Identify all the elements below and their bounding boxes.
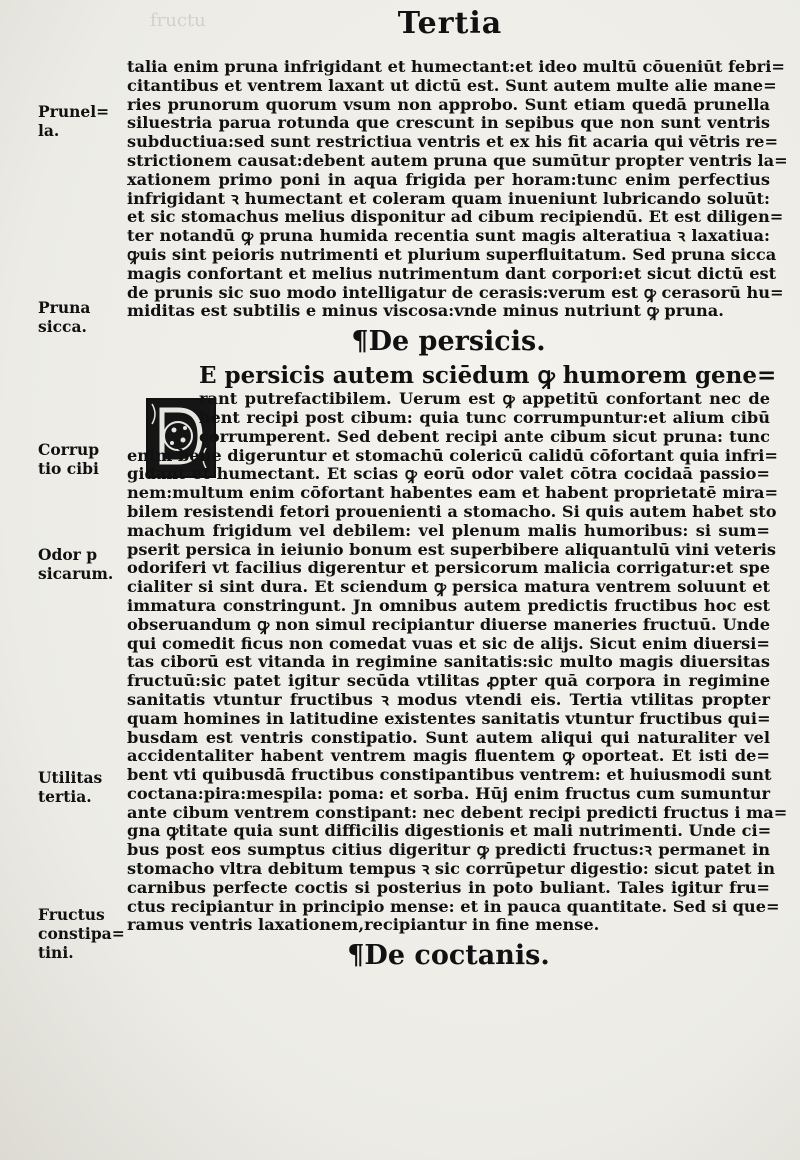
text-line: quam homines in latitudine existentes sanitatis vtuntur fructibus qui= — [127, 708, 771, 728]
text-line: et sic stomachus melius disponitur ad cibum recipiendū. Et est diligen= — [127, 207, 784, 227]
text-line: bent vti quibusdā fructibus constipantibus ventrem: et huiusmodi sunt — [127, 765, 772, 785]
text-line: ctus recipiantur in principio mense: et in pauca quantitate. Sed si que= — [127, 896, 780, 916]
text-line: qui comedit ficus non comedat vuas et sic de alijs. Sicut enim diuersi= — [127, 633, 770, 653]
text-line: fructuū:sic patet igitur secūda vtilitas ꝓpter quā corpora in regimine — [127, 671, 770, 691]
text-line: siluestria parua rotunda que crescunt in sepibus que non sunt ventris — [127, 113, 770, 133]
text-line: de prunis sic suo modo intelligatur de cerasis:verum est ꝙ cerasorū hu= — [127, 282, 784, 302]
text-line: obseruandum ꝙ non simul recipiantur diuerse maneries fructuū. Unde — [127, 614, 770, 634]
text-line: busdam est ventris constipatio. Sunt autem aliqui qui naturaliter vel — [127, 727, 770, 747]
text-line: corrumperent. Sed debent recipi ante cibum sicut pruna: tunc — [199, 426, 770, 446]
text-line: magis confortant et melius nutrimentum dant corpori:et sicut dictū est — [127, 263, 777, 283]
text-line: bus post eos sumptus citius digeritur ꝙ predicti fructus:ꝛ permanet in — [127, 840, 770, 860]
text-line: machum frigidum vel debilem: vel plenum malis humoribus: si sum= — [127, 520, 770, 540]
text-line: stomacho vltra debitum tempus ꝛ sic corrūpetur digestio: sicut patet in — [127, 859, 776, 879]
text-line: gidant et humectant. Et scias ꝙ eorū odor valet cōtra cocidaā passio= — [127, 464, 770, 484]
text-line: rant putrefactibilem. Uerum est ꝙ appetitū confortant nec de — [199, 389, 770, 409]
running-head: Tertia — [397, 6, 503, 41]
text-line: tas ciborū est vitanda in regimine sanitatis:sic multo magis diuersitas — [127, 652, 770, 672]
text-line: ꝙuis sint peioris nutrimenti et plurium superfluitatum. Sed pruna sicca — [127, 244, 777, 264]
text-line: ramus ventris laxationem,recipiantur in fine mense. — [127, 915, 600, 935]
text-line: carnibus perfecte coctis si posterius in poto buliant. Tales igitur fru= — [127, 877, 770, 897]
margin-note-pruna-sicca: Pruna sicca. — [38, 298, 91, 336]
heading-de-persicis: ¶De persicis. — [351, 326, 546, 358]
show-through-text: fructu — [150, 10, 206, 31]
text-line: gna ꝙtitate quia sunt difficilis digestionis et mali nutrimenti. Unde ci= — [127, 821, 772, 841]
text-line: sanitatis vtuntur fructibus ꝛ modus vtendi eis. Tertia vtilitas propter — [127, 689, 770, 709]
text-line: xationem primo poni in aqua frigida per horam:tunc enim perfectius — [127, 169, 770, 189]
section-pruna — [127, 57, 788, 321]
text-line: accidentaliter habent ventrem magis fluentem ꝙ oporteat. Et isti de= — [127, 746, 770, 766]
text-line: miditas est subtilis e minus viscosa:vnde minus nutriunt ꝙ pruna. — [127, 301, 724, 321]
body-text — [127, 57, 788, 976]
text-line: strictionem causat:debent autem pruna que sumūtur propter ventris la= — [127, 150, 788, 170]
opening-line: E persicis autem sciēdum ꝙ humorem gene= — [199, 362, 777, 390]
text-line: bilem resistendi fetori prouenienti a stomacho. Si quis autem habet sto — [127, 501, 777, 521]
text-line: nem:multum enim cōfortant habentes eam et habent proprietatē mira= — [127, 483, 779, 503]
text-line: infrigidant ꝛ humectant et coleram quam inueniunt lubricando soluūt: — [127, 188, 770, 208]
text-line: enim bene digeruntur et stomachū colericū calidū cōfortant quia infri= — [127, 445, 778, 465]
text-line: bent recipi post cibum: quia tunc corrumpuntur:et alium cibū — [199, 407, 770, 427]
margin-note-fructus-constipatini: Fructus constipa= tini. — [38, 905, 125, 962]
text-line: cialiter si sint dura. Et sciendum ꝙ persica matura ventrem soluunt et — [127, 577, 770, 597]
margin-note-corruptio-cibi: Corrup tio cibi — [38, 440, 100, 478]
text-line: ante cibum ventrem constipant: nec debent recipi predicti fructus i ma= — [127, 802, 788, 822]
text-line: subductiua:sed sunt restrictiua ventris et ex his fit acaria qui vētris re= — [127, 132, 779, 152]
text-line: odoriferi vt facilius digerentur et persicorum malicia corrigatur:et spe — [127, 558, 770, 578]
text-line: citantibus et ventrem laxant ut dictū est. Sunt autem multe alie mane= — [127, 75, 777, 95]
text-line: talia enim pruna infrigidant et humectant:et ideo multū cōueniūt febri= — [127, 57, 785, 76]
margin-note-prunella: Prunel= la. — [38, 102, 110, 140]
text-line: pserit persica in ieiunio bonum est superbibere aliquantulū vini veteris — [127, 539, 777, 559]
section-persica — [127, 362, 788, 935]
margin-note-odor-persicarum: Odor p sicarum. — [38, 545, 114, 583]
text-line: ries prunorum quorum vsum non approbo. Sunt etiam quedā prunella — [127, 94, 770, 114]
text-line: immatura constringunt. Jn omnibus autem predictis fructibus hoc est — [127, 595, 770, 615]
text-line: coctana:pira:mespila: poma: et sorba. Hūj enim fructus cum sumuntur — [127, 783, 770, 803]
text-line: ter notandū ꝙ pruna humida recentia sunt magis alteratiua ꝛ laxatiua: — [127, 226, 770, 246]
heading-de-coctanis: ¶De coctanis. — [347, 940, 550, 972]
margin-note-utilitas-tertia: Utilitas tertia. — [38, 768, 103, 806]
